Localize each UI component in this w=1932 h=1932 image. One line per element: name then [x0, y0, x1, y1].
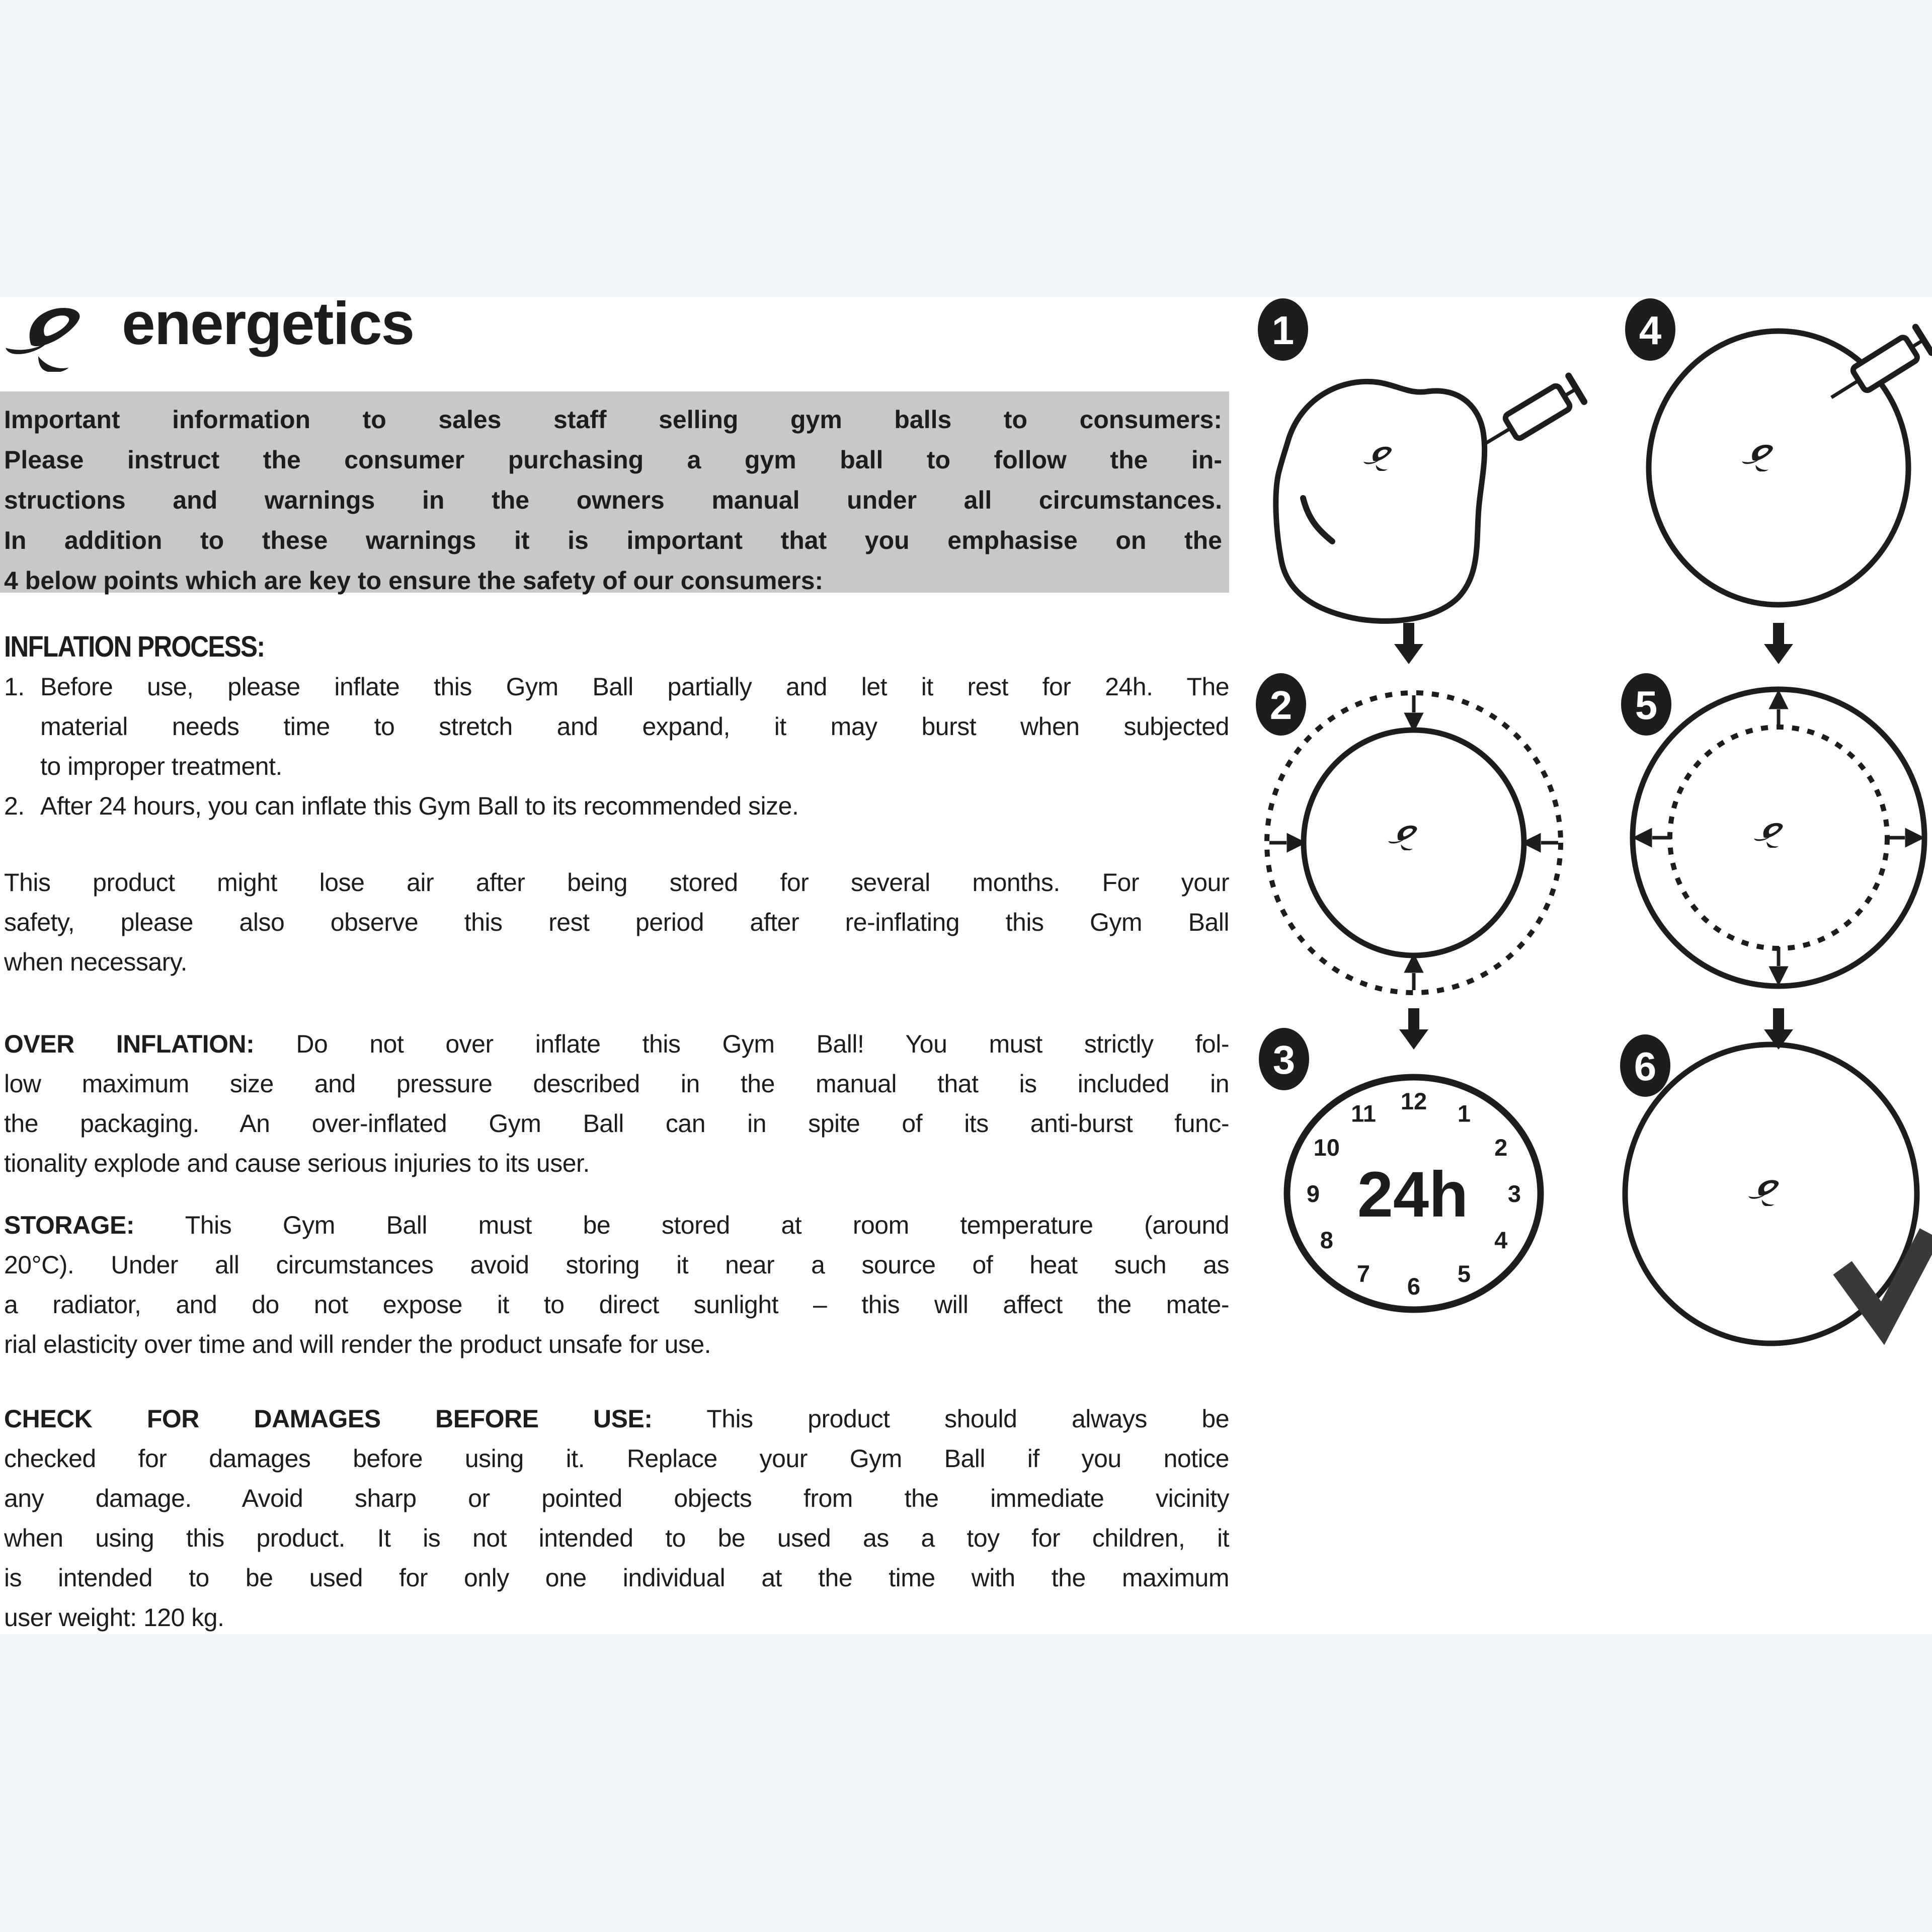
- paragraph-line: STORAGE: This Gym Ball must be stored at room temperature (around: [4, 1211, 1229, 1239]
- paragraph-line: 20°C). Under all circumstances avoid storing it near a source of heat such as: [4, 1251, 1229, 1279]
- diagram-step4-inflated-ball: [1649, 327, 1931, 605]
- paragraph-line: checked for damages before using it. Replace your Gym Ball if you notice: [4, 1444, 1229, 1473]
- checkmark-icon: [1842, 1234, 1930, 1323]
- ball-outline: [1304, 730, 1524, 955]
- ball-outline: [1633, 689, 1924, 986]
- pump-icon: [1476, 376, 1584, 458]
- step-badge-6: [1620, 1034, 1670, 1097]
- diagram-step1-deflated-ball: [1276, 376, 1584, 621]
- step-badge-2: [1256, 673, 1306, 736]
- paragraph-line: a radiator, and do not expose it to direct sunlight – this will affect the mate-: [4, 1291, 1229, 1319]
- paragraph-line: rial elasticity over time and will render the product unsafe for use.: [4, 1330, 711, 1358]
- energetics-swoosh-icon: [1388, 826, 1417, 851]
- svg-text:4: 4: [1639, 307, 1662, 353]
- paragraph-line: In addition to these warnings it is important that you emphasise on the: [4, 526, 1222, 554]
- target-size-dotted-outline: [1267, 693, 1561, 993]
- step-badge-5: [1621, 673, 1671, 736]
- brand-name: energetics: [122, 290, 414, 357]
- inline-bold-heading: STORAGE:: [4, 1211, 134, 1239]
- paragraph-line: user weight: 120 kg.: [4, 1603, 224, 1632]
- svg-text:3: 3: [1272, 1037, 1296, 1082]
- svg-text:2: 2: [1269, 682, 1293, 728]
- paragraph-line: After 24 hours, you can inflate this Gym Ball to its recommended size.: [40, 792, 799, 820]
- inline-bold-heading: CHECK FOR DAMAGES BEFORE USE:: [4, 1405, 653, 1433]
- energetics-swoosh-icon: [1754, 823, 1783, 848]
- arrow-down-icon: [1399, 1008, 1428, 1050]
- paragraph-line: OVER INFLATION: Do not over inflate this Gym Ball! You must strictly fol-: [4, 1030, 1229, 1058]
- inward-arrows: [1269, 695, 1558, 990]
- svg-text:5: 5: [1635, 682, 1658, 728]
- previous-size-dotted-outline: [1670, 727, 1887, 948]
- paragraph-line: Please instruct the consumer purchasing a gym ball to follow the in-: [4, 446, 1222, 474]
- paragraph-line: safety, please also observe this rest period after re-inflating this Gym Ball: [4, 908, 1229, 936]
- step-badge-3: [1259, 1028, 1309, 1090]
- diagram-step5-full-inflation: [1633, 689, 1924, 986]
- step-badge-4: [1625, 298, 1675, 361]
- clock-number: 12: [1400, 1087, 1427, 1114]
- clock-number: 2: [1494, 1134, 1508, 1161]
- diagram-step3-24h-clock: [1287, 1077, 1541, 1310]
- paragraph-line: material needs time to stretch and expand, it may burst when subjected: [40, 712, 1229, 741]
- clock-number: 9: [1306, 1180, 1320, 1207]
- arrow-down-icon: [1764, 623, 1793, 664]
- list-marker: 1.: [4, 673, 25, 701]
- clock-number: 10: [1313, 1134, 1340, 1161]
- energetics-swoosh-icon: [1363, 447, 1392, 471]
- paragraph-line: Before use, please inflate this Gym Ball partially and let it rest for 24h. The: [40, 673, 1229, 701]
- clock-number: 4: [1494, 1226, 1508, 1253]
- pump-icon: [1823, 327, 1931, 410]
- clock-number: 8: [1320, 1226, 1333, 1253]
- paragraph-line: any damage. Avoid sharp or pointed objects from the immediate vicinity: [4, 1484, 1229, 1512]
- paragraph-line: the packaging. An over-inflated Gym Ball can in spite of its anti-burst func-: [4, 1109, 1229, 1138]
- paragraph-line: 4 below points which are key to ensure the safety of our consumers:: [4, 567, 824, 595]
- ball-deflated-outline: [1276, 381, 1485, 621]
- clock-number: 5: [1457, 1260, 1471, 1287]
- step-badge-1: [1258, 298, 1308, 361]
- paragraph-line: This product might lose air after being stored for several months. For your: [4, 868, 1229, 897]
- clock-number: 7: [1356, 1260, 1371, 1287]
- svg-text:6: 6: [1634, 1043, 1657, 1089]
- energetics-swoosh-icon: [1748, 1180, 1779, 1206]
- paragraph-line: when using this product. It is not intended to be used as a toy for children, it: [4, 1524, 1229, 1552]
- paragraph-line: when necessary.: [4, 948, 187, 976]
- diagram-step6-ready-ball: [1625, 1044, 1930, 1343]
- clock-24h-label: 24h: [1357, 1159, 1469, 1231]
- paragraph-line: Important information to sales staff selling gym balls to consumers:: [4, 406, 1222, 434]
- paragraph-line: to improper treatment.: [40, 752, 282, 780]
- clock-number: 11: [1351, 1100, 1376, 1127]
- outward-arrows: [1636, 693, 1921, 982]
- svg-text:1: 1: [1271, 307, 1295, 353]
- clock-number: 1: [1457, 1100, 1471, 1127]
- wrinkle-line: [1303, 498, 1332, 541]
- inline-bold-heading: OVER INFLATION:: [4, 1030, 255, 1058]
- energetics-swoosh-icon: [1742, 445, 1773, 472]
- paragraph-line: tionality explode and cause serious injuries to its user.: [4, 1149, 590, 1177]
- paragraph-line: structions and warnings in the owners manual under all circumstances.: [4, 486, 1222, 514]
- paragraph-line: low maximum size and pressure described in the manual that is included in: [4, 1070, 1229, 1098]
- clock-number: 3: [1507, 1180, 1521, 1207]
- arrow-down-icon: [1394, 623, 1423, 664]
- step-badges: [1256, 298, 1675, 1097]
- paragraph-line: CHECK FOR DAMAGES BEFORE USE: This product should always be: [4, 1405, 1230, 1433]
- diagram-step2-partial-inflation: [1267, 693, 1561, 993]
- clock-number: 6: [1407, 1272, 1421, 1300]
- section-heading-inflation: INFLATION PROCESS:: [4, 630, 265, 663]
- list-marker: 2.: [4, 792, 25, 820]
- paragraph-line: is intended to be used for only one individual at the time with the maximum: [4, 1564, 1229, 1592]
